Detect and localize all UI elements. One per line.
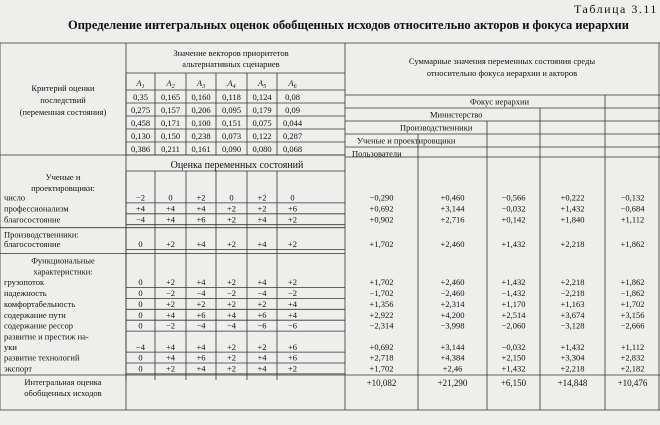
- state-value: 0: [138, 309, 143, 320]
- state-value: +4: [287, 298, 298, 309]
- table-caption: Таблица 3.11: [574, 2, 658, 16]
- row-label: экспорт: [4, 363, 32, 374]
- state-value: +2: [226, 214, 237, 225]
- state-value: −2: [165, 320, 176, 331]
- total-label: Интегральная оценка: [24, 377, 102, 387]
- state-value: −4: [135, 342, 146, 353]
- state-value: −6: [257, 320, 267, 331]
- sum-value: +2,46: [442, 363, 463, 374]
- state-value: +4: [196, 363, 206, 374]
- sum-value: +1,432: [501, 239, 526, 250]
- sum-value: +2,314: [440, 298, 465, 309]
- state-value: +2: [226, 277, 237, 288]
- state-value: +4: [165, 352, 176, 363]
- state-value: +4: [196, 203, 206, 214]
- sum-value: −0,132: [620, 192, 645, 203]
- section-label: Производственники:: [4, 229, 79, 240]
- state-value: +2: [287, 277, 298, 288]
- state-value: +2: [287, 239, 298, 250]
- state-value: 0: [290, 192, 295, 203]
- sum-value: +1,432: [560, 342, 585, 353]
- sum-value: +2,514: [501, 309, 526, 320]
- sum-value: +2,718: [369, 352, 394, 363]
- state-value: +4: [196, 239, 206, 250]
- sum-value: −0,290: [369, 192, 394, 203]
- total-value: +6,150: [500, 378, 527, 388]
- sum-value: +2,218: [560, 239, 585, 250]
- sum-value: −2,460: [440, 288, 465, 298]
- state-value: +6: [287, 203, 298, 214]
- state-value: +4: [165, 203, 176, 214]
- state-value: −4: [196, 320, 206, 331]
- weight-value: 0,157: [160, 105, 181, 115]
- weight-value: 0,118: [222, 92, 241, 102]
- sum-value: −1,862: [620, 288, 645, 298]
- sum-value: −3,128: [560, 320, 585, 331]
- weight-value: 0,100: [191, 118, 211, 128]
- state-value: 0: [138, 320, 143, 331]
- row-label: развитие технологий: [4, 352, 80, 363]
- state-value: +4: [257, 277, 267, 288]
- state-value: +2: [257, 298, 267, 309]
- weight-value: 0,073: [221, 131, 242, 141]
- sum-value: +4,200: [440, 309, 465, 320]
- sum-value: +3,144: [440, 203, 465, 214]
- weight-value: 0,130: [130, 131, 151, 141]
- criterion-header-line: последствий: [40, 95, 86, 105]
- sum-value: +0,692: [369, 342, 394, 353]
- weight-value: 0,35: [133, 92, 148, 102]
- weight-value: 0,124: [252, 92, 272, 102]
- state-value: 0: [138, 239, 143, 250]
- row-label: благосостояние: [4, 214, 61, 225]
- scenario-label: $A_6$: [288, 78, 297, 90]
- row-label: содержание пути: [4, 309, 66, 320]
- state-value: +2: [287, 363, 298, 374]
- state-value: +4: [165, 342, 176, 353]
- state-value: +4: [196, 277, 206, 288]
- state-value: +2: [165, 277, 176, 288]
- sum-value: +0,902: [369, 214, 394, 225]
- sum-value: +1,432: [560, 203, 585, 214]
- criterion-header-line: Критерий оценки: [31, 83, 95, 93]
- table-title: Определение интегральных оценок обобщенных исходов относительно акторов и фокуса иерархии: [68, 18, 629, 32]
- state-value: −4: [196, 288, 206, 298]
- total-value: +21,290: [437, 378, 468, 388]
- state-value: +2: [226, 352, 237, 363]
- total-value: +10,476: [617, 378, 648, 388]
- weight-value: 0,090: [221, 144, 242, 154]
- sum-value: +2,218: [560, 363, 585, 374]
- sum-value: +0,142: [501, 214, 526, 225]
- state-value: −4: [226, 320, 237, 331]
- state-value: 0: [168, 192, 173, 203]
- sum-value: +1,432: [501, 277, 526, 288]
- state-value: +2: [196, 298, 206, 309]
- state-value: +4: [257, 239, 267, 250]
- row-label: благосостояние: [4, 239, 61, 250]
- row-label: профессионализм: [4, 203, 69, 214]
- state-value: +2: [226, 363, 237, 374]
- weight-value: 0,080: [252, 144, 272, 154]
- sums-header-line: Суммарные значения переменных состояния среды: [408, 56, 596, 66]
- state-value: +2: [257, 192, 267, 203]
- weight-value: 0,122: [252, 131, 272, 141]
- row-label: комфортабельность: [4, 298, 76, 309]
- row-label: надежность: [4, 288, 47, 298]
- state-value: +2: [165, 363, 176, 374]
- level-label: Ученые и проектировщики: [357, 135, 456, 146]
- weight-value: 0,171: [160, 118, 181, 128]
- sum-value: +1,702: [369, 239, 394, 250]
- level-label: Пользователи: [352, 148, 402, 159]
- total-value: +14,848: [557, 378, 588, 388]
- vectors-header-line: альтернативных сценариев: [182, 59, 280, 69]
- weight-value: 0,075: [252, 118, 272, 128]
- state-value: 0: [229, 192, 234, 203]
- state-value: +4: [196, 342, 206, 353]
- state-value: +4: [226, 309, 237, 320]
- sum-value: +1,702: [369, 277, 394, 288]
- scenario-label: $A_5$: [257, 78, 267, 90]
- state-value: +4: [257, 363, 267, 374]
- weight-value: 0,275: [130, 105, 151, 115]
- state-value: +2: [196, 192, 206, 203]
- state-value: −4: [135, 214, 146, 225]
- state-value: −2: [287, 288, 298, 298]
- sum-value: −2,314: [369, 320, 394, 331]
- sum-value: +1,432: [501, 363, 526, 374]
- row-label: число: [4, 192, 26, 203]
- state-value: +6: [287, 352, 298, 363]
- state-value: +2: [226, 203, 237, 214]
- state-value: −2: [165, 288, 176, 298]
- state-value: +2: [287, 214, 298, 225]
- row-label: уки: [4, 342, 17, 353]
- scenario-label: $A_3$: [196, 78, 206, 90]
- weight-value: 0,458: [130, 118, 151, 128]
- state-value: +4: [135, 203, 146, 214]
- state-value: +4: [287, 309, 298, 320]
- sum-value: −1,702: [369, 288, 394, 298]
- sum-value: +4,384: [440, 352, 465, 363]
- state-value: −2: [135, 192, 146, 203]
- sum-value: +1,163: [560, 298, 585, 309]
- state-value: +6: [196, 309, 206, 320]
- sum-value: +1,862: [620, 239, 645, 250]
- sum-value: +2,460: [440, 277, 465, 288]
- level-label: Производственники: [400, 122, 473, 133]
- sum-value: −1,432: [501, 288, 526, 298]
- weight-value: 0,044: [282, 118, 303, 128]
- state-value: +2: [257, 203, 267, 214]
- sums-header-line: относительно фокуса иерархии и акторов: [426, 68, 578, 78]
- weight-value: 0,165: [160, 92, 181, 102]
- section-label: проектировщики:: [31, 183, 95, 193]
- sum-value: +2,218: [560, 277, 585, 288]
- section-label: характеристики:: [33, 266, 93, 277]
- scenario-label: $A_4$: [227, 78, 236, 90]
- sum-value: +3,156: [620, 309, 645, 320]
- row-label: грузопоток: [4, 277, 45, 288]
- state-value: 0: [138, 277, 143, 288]
- weight-value: 0,386: [130, 144, 151, 154]
- weight-value: 0,238: [191, 131, 211, 141]
- sum-value: +2,460: [440, 239, 465, 250]
- sum-value: +3,144: [440, 342, 465, 353]
- scenario-label: $A_1$: [136, 78, 145, 90]
- sum-value: +1,862: [620, 277, 645, 288]
- state-value: +2: [226, 298, 237, 309]
- state-value: +6: [196, 352, 206, 363]
- estimate-header: Оценка переменных состояний: [170, 160, 304, 171]
- state-value: −6: [287, 320, 298, 331]
- state-value: +2: [226, 342, 237, 353]
- state-value: 0: [138, 288, 143, 298]
- sum-value: +2,716: [440, 214, 465, 225]
- sum-value: +1,112: [620, 342, 645, 353]
- sum-value: −3,998: [440, 320, 465, 331]
- weight-value: 0,068: [282, 144, 303, 154]
- state-value: −2: [226, 288, 237, 298]
- state-value: 0: [138, 298, 143, 309]
- weight-value: 0,09: [285, 105, 300, 115]
- sum-value: +3,674: [560, 309, 585, 320]
- sum-value: −2,060: [501, 320, 526, 331]
- section-label: Функциональные: [31, 255, 95, 266]
- total-value: +10,082: [366, 378, 397, 388]
- sum-value: −0,684: [620, 203, 645, 214]
- sum-value: +1,170: [501, 298, 526, 309]
- state-value: +4: [165, 309, 176, 320]
- state-value: 0: [138, 363, 143, 374]
- state-value: +4: [165, 214, 176, 225]
- scenario-label: $A_2$: [166, 78, 175, 90]
- weight-value: 0,211: [161, 144, 180, 154]
- level-label: Министерство: [430, 109, 483, 120]
- total-label: обобщенных исходов: [24, 388, 102, 398]
- level-label: Фокус иерархии: [470, 96, 530, 107]
- state-value: +4: [257, 214, 267, 225]
- weight-value: 0,08: [285, 92, 300, 102]
- sum-value: +1,356: [369, 298, 394, 309]
- state-value: +2: [257, 342, 267, 353]
- sum-value: +2,182: [620, 363, 645, 374]
- state-value: 0: [138, 352, 143, 363]
- weight-value: 0,206: [191, 105, 211, 115]
- sum-value: +0,222: [560, 192, 585, 203]
- state-value: +2: [226, 239, 237, 250]
- sum-value: +3,304: [560, 352, 585, 363]
- weight-value: 0,160: [191, 92, 211, 102]
- weight-value: 0,151: [221, 118, 242, 128]
- state-value: +2: [165, 239, 176, 250]
- row-label: содержание рессор: [4, 320, 74, 331]
- sum-value: −2,666: [620, 320, 645, 331]
- sum-value: +1,840: [560, 214, 585, 225]
- weight-value: 0,179: [252, 105, 272, 115]
- sum-value: +1,112: [620, 214, 645, 225]
- sum-value: +2,150: [501, 352, 526, 363]
- sum-value: +1,702: [369, 363, 394, 374]
- sum-value: +2,922: [369, 309, 394, 320]
- weight-value: 0,095: [221, 105, 242, 115]
- state-value: +2: [165, 298, 176, 309]
- state-value: +6: [287, 342, 298, 353]
- state-value: −4: [257, 288, 267, 298]
- sum-value: +0,460: [440, 192, 465, 203]
- sum-value: +1,702: [620, 298, 645, 309]
- state-value: +6: [196, 214, 206, 225]
- state-value: +6: [257, 309, 267, 320]
- sum-value: −0,032: [501, 342, 526, 353]
- vectors-header-line: Значение векторов приоритетов: [173, 48, 289, 58]
- weight-value: 0,150: [160, 131, 181, 141]
- sum-value: +0,692: [369, 203, 394, 214]
- section-label: Ученые и: [45, 172, 81, 182]
- weight-value: 0,161: [191, 144, 211, 154]
- row-label: развитие и престиж на-: [4, 331, 89, 342]
- sum-value: −0,032: [501, 203, 526, 214]
- weight-value: 0,287: [282, 131, 303, 141]
- sum-value: −2,218: [560, 288, 585, 298]
- criterion-header-line: (переменная состояния): [19, 107, 107, 117]
- state-value: +4: [257, 352, 267, 363]
- sum-value: +2,832: [620, 352, 645, 363]
- sum-value: −0,566: [501, 192, 526, 203]
